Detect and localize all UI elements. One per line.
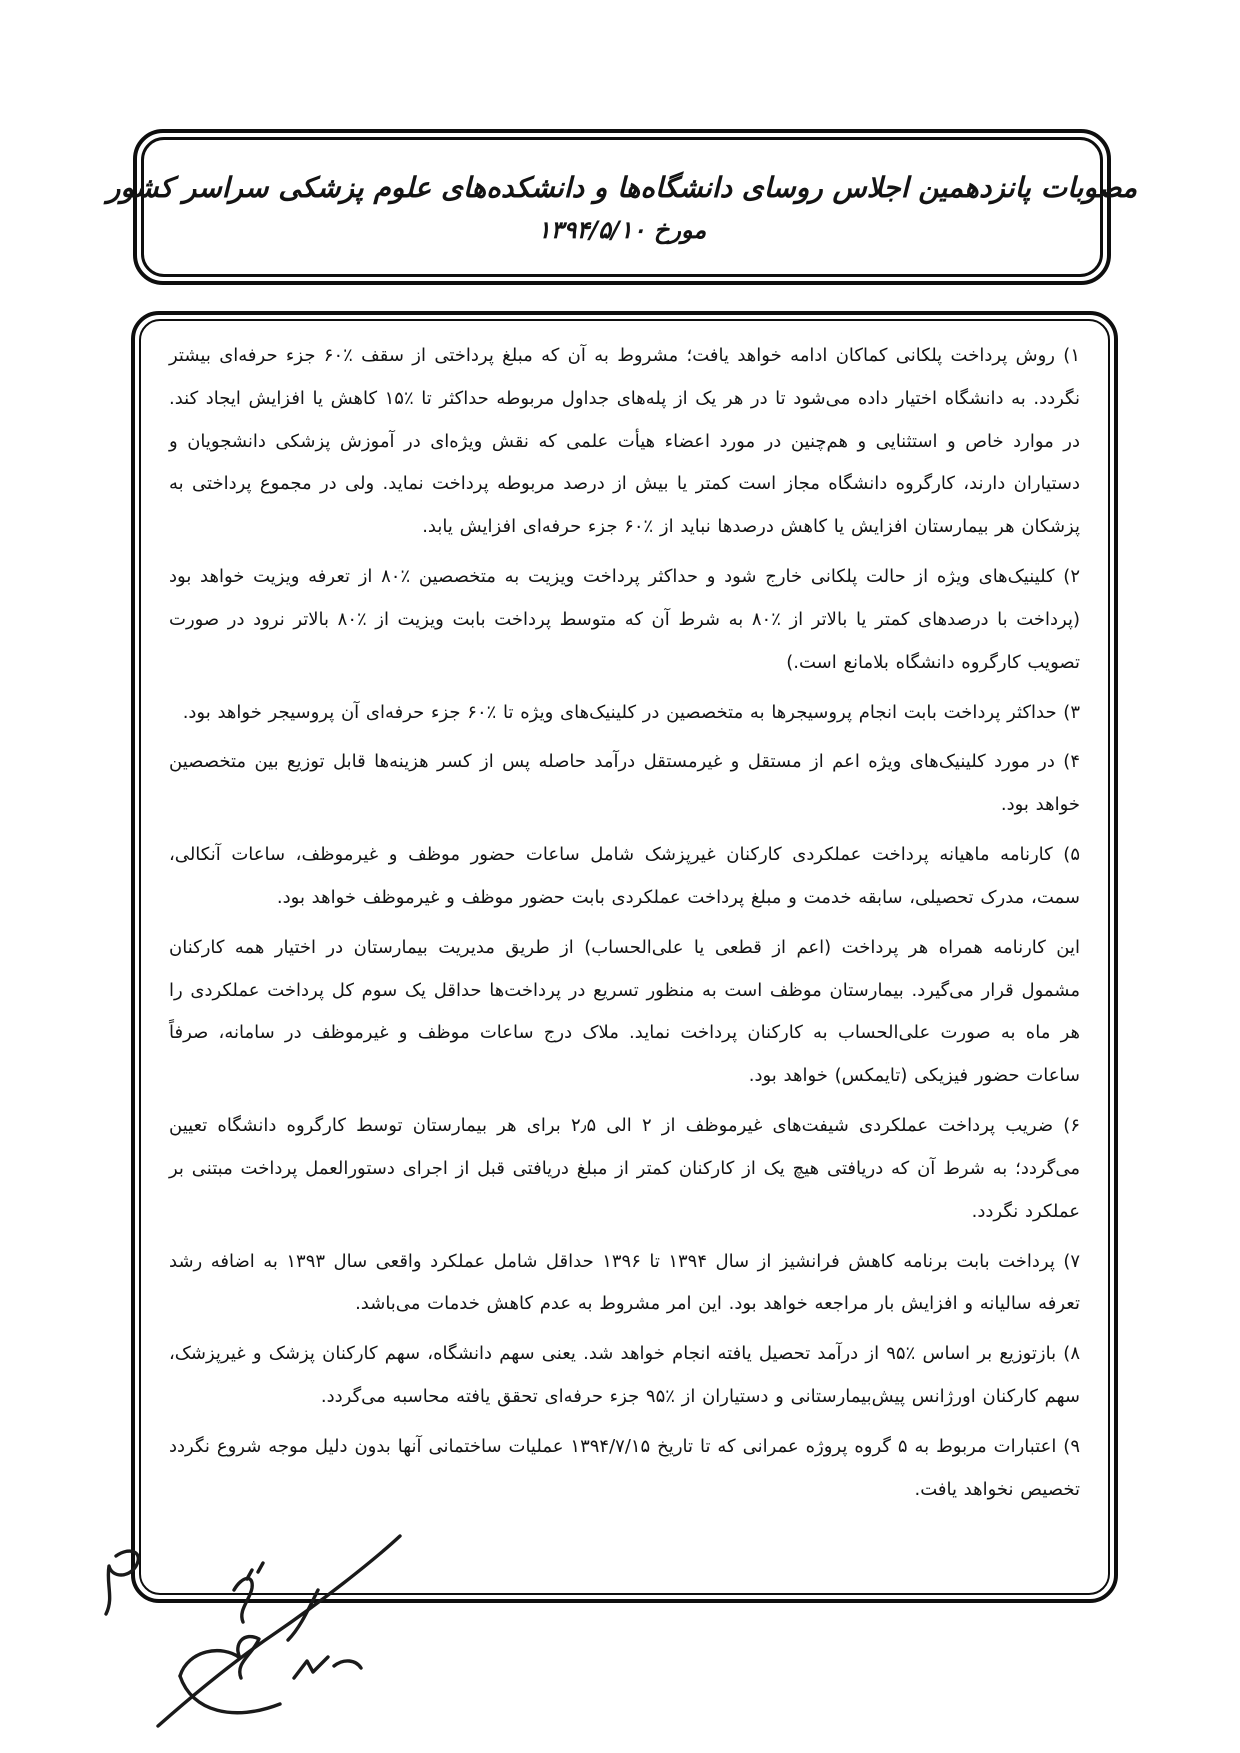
header-inner-border bbox=[106, 137, 1138, 277]
header-box bbox=[106, 129, 1138, 285]
resolution-item-5: ۵) کارنامه ماهیانه پرداخت عملکردی کارکنان غیرپزشک شامل ساعات حضور موظف و غیرموظف، ساعات آنکالی، سمت، مدرک تحصیلی، سابقه خدمت و مبلغ پرداخت عملکردی بابت حضور موظف و غیرموظف خواهد بود. bbox=[169, 844, 1080, 908]
resolution-item-5-continued: این کارنامه همراه هر پرداخت (اعم از قطعی یا علی‌الحساب) از طریق مدیریت بیمارستان در اختیار همه کارکنان مشمول قرار می‌گیرد. بیمارستان موظف است به منظور تسریع در پرداخت‌ها حداقل یک سوم کل پرداخت عملکردی را هر ماه به صورت علی‌الحساب به کارکنان پرداخت نماید. ملاک درج ساعات موظف و غیرموظف در سامانه، صرفاً ساعات حضور فیزیکی (تایمکس) خواهد بود. bbox=[169, 936, 1080, 1087]
resolution-item-6: ۶) ضریب پرداخت عملکردی شیفت‌های غیرموظف از ۲ الی ۲٫۵ برای هر بیمارستان توسط کارگروه دانشگاه تعیین می‌گردد؛ به شرط آن که دریافتی هیچ یک از کارکنان کمتر از مبلغ دریافتی قبل از اجرای دستورالعمل پرداخت مبتنی بر عملکرد نگردد. bbox=[169, 1115, 1081, 1222]
resolution-item-4: ۴) در مورد کلینیک‌های ویژه اعم از مستقل و غیرمستقل درآمد حاصله پس از کسر هزینه‌ها قابل توزیع بین متخصصین خواهد بود. bbox=[169, 751, 1080, 816]
resolution-item-9: ۹) اعتبارات مربوط به ۵ گروه پروژه عمرانی که تا تاریخ ۱۳۹۴/۷/۱۵ عملیات ساختمانی آنها بدون دلیل موجه شروع نگردد تخصیص نخواهد یافت. bbox=[169, 1435, 1080, 1500]
document-date: مورخ ۱۳۹۴/۵/۱۰ bbox=[537, 215, 707, 244]
body-inner-border bbox=[139, 319, 1110, 1595]
body-box bbox=[131, 311, 1118, 1603]
resolution-item-3: ۳) حداکثر پرداخت بابت انجام پروسیجرها به متخصصین در کلینیک‌های ویژه تا ٪۶۰ جزء حرفه‌ای آن پروسیجر خواهد بود. bbox=[182, 701, 1080, 723]
resolution-item-7: ۷) پرداخت بابت برنامه کاهش فرانشیز از سال ۱۳۹۴ تا ۱۳۹۶ حداقل شامل عملکرد واقعی سال ۱۳۹۳ به اضافه رشد تعرفه سالیانه و افزایش بار مراجعه خواهد بود. این امر مشروط به عدم کاهش خدمات می‌باشد. bbox=[169, 1250, 1081, 1315]
resolution-item-1: ۱) روش پرداخت پلکانی کماکان ادامه خواهد یافت؛ مشروط به آن که مبلغ پرداختی از سقف ٪۶۰ جزء حرفه‌ای بیشتر نگردد. به دانشگاه اختیار داده می‌شود تا در هر یک از پله‌های جداول مربوطه حداکثر تا ٪۱۵ کاهش یا افزایش ایجاد کند. در موارد خاص و استثنایی و هم‌چنین در مورد اعضاء هیأت علمی که نقش ویژه‌ای در آموزش پزشکی دانشجویان و دستیاران دارند، کارگروه دانشگاه مجاز است کمتر یا بیش از درصد مربوطه پرداخت نماید. ولی در مجموع پرداختی به پزشکان هر بیمارستان افزایش یا کاهش درصدها نباید از ٪۶۰ جزء حرفه‌ای افزایش یابد. bbox=[169, 345, 1080, 538]
resolution-item-8: ۸) بازتوزیع بر اساس ٪۹۵ از درآمد تحصیل یافته انجام خواهد شد. یعنی سهم دانشگاه، سهم کارکنان پزشک و غیرپزشک، سهم کارکنان اورژانس پیش‌بیمارستانی و دستیاران از ٪۹۵ جزء حرفه‌ای تحقق یافته محاسبه می‌گردد. bbox=[169, 1343, 1080, 1408]
resolution-item-2: ۲) کلینیک‌های ویژه از حالت پلکانی خارج شود و حداکثر پرداخت ویزیت به متخصصین ٪۸۰ از تعرفه ویزیت خواهد بود (پرداخت با درصدهای کمتر یا بالاتر از ٪۸۰ به شرط آن که متوسط پرداخت بابت ویزیت از ٪۸۰ بالاتر نرود در صورت تصویب کارگروه دانشگاه بلامانع است.) bbox=[169, 566, 1081, 673]
document-title: مصوبات پانزدهمین اجلاس روسای دانشگاه‌ها و دانشکده‌های علوم پزشکی سراسر کشور bbox=[106, 170, 1138, 204]
